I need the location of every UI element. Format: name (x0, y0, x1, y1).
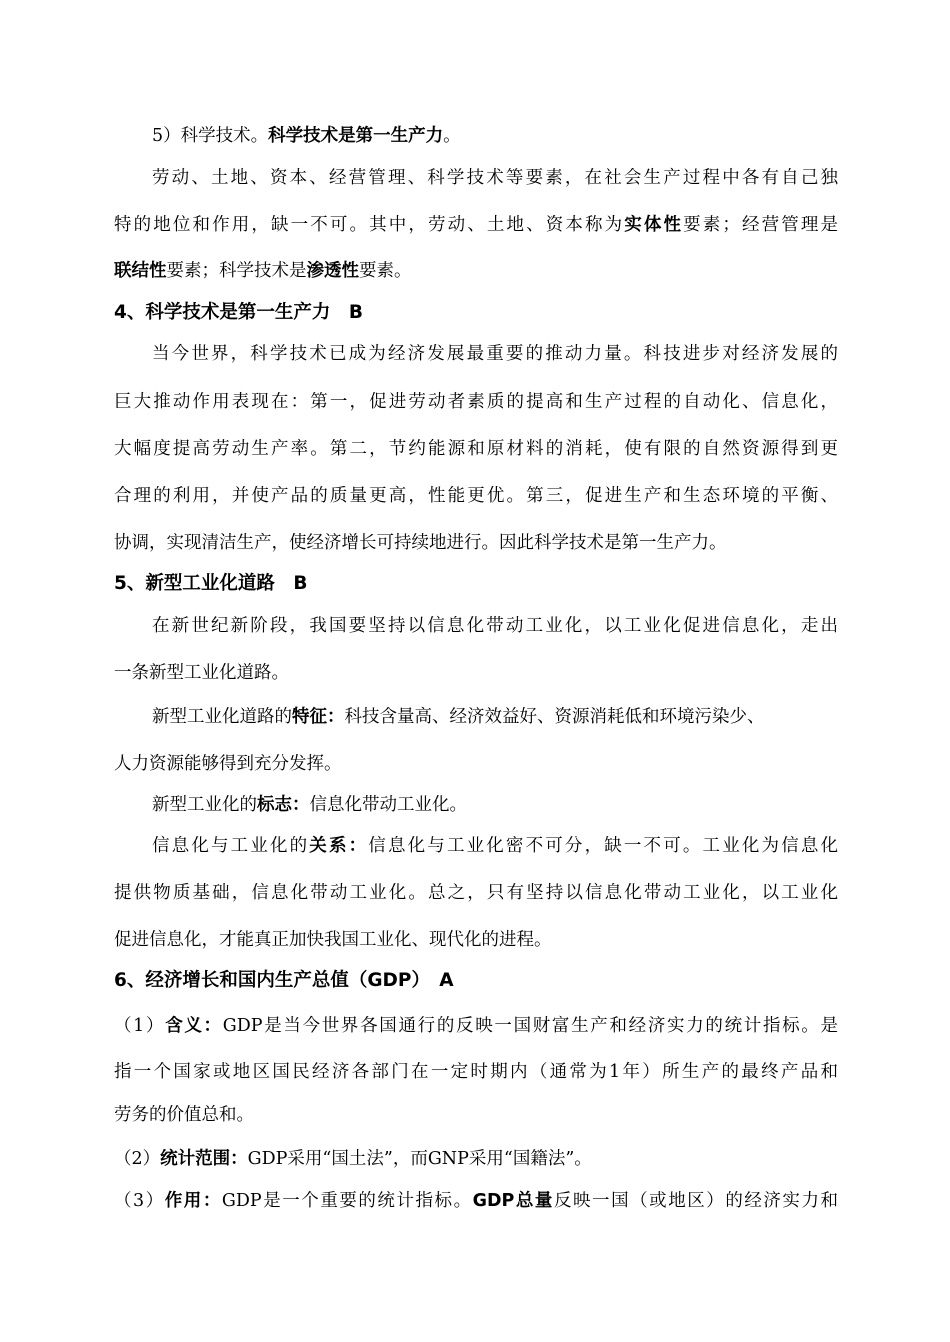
paragraph-line: 大幅度提高劳动生产率。第二，节约能源和原材料的消耗，使有限的自然资源得到更 (114, 439, 838, 459)
bold-term: GDP总量 (472, 1191, 554, 1211)
bold-term: 实体性 (624, 215, 684, 235)
paragraph-line: 巨大推动作用表现在：第一，促进劳动者素质的提高和生产过程的自动化、信息化， (114, 392, 838, 412)
text: 反映一国（或地区）的经济实力和 (553, 1191, 839, 1211)
bold-term: 科学技术是第一生产力 (268, 126, 444, 146)
paragraph-line: 一条新型工业化道路。 (114, 663, 289, 683)
bold-term: 含义： (165, 1016, 223, 1036)
section-heading: 5、新型工业化道路 B (114, 573, 308, 594)
text: 信息化与工业化的 (152, 836, 310, 856)
paragraph-line: 当今世界，科学技术已成为经济发展最重要的推动力量。科技进步对经济发展的 (152, 344, 838, 364)
bold-term: 关系： (309, 836, 369, 856)
paragraph-line: 劳动、土地、资本、经营管理、科学技术等要素，在社会生产过程中各有自己独 (152, 168, 838, 188)
text: 信息化与工业化密不可分，缺一不可。工业化为信息化 (368, 836, 839, 856)
text: GDP是当今世界各国通行的反映一国财富生产和经济实力的统计指标。是 (222, 1016, 838, 1036)
paragraph-line: 提供物质基础，信息化带动工业化。总之，只有坚持以信息化带动工业化，以工业化 (114, 883, 838, 903)
text: 。 (443, 126, 461, 146)
text: （3） (114, 1191, 165, 1211)
text: GDP采用“国土法”，而GNP采用“国籍法”。 (247, 1149, 592, 1169)
paragraph-line (152, 124, 838, 148)
text: 新型工业化的 (152, 795, 257, 815)
bold-term: 渗透性 (306, 261, 359, 281)
text: 特的地位和作用，缺一不可。其中，劳动、土地、资本称为 (114, 215, 625, 235)
paragraph-line (152, 793, 838, 817)
paragraph-line: 劳务的价值总和。 (114, 1105, 254, 1125)
text: 科技含量高、经济效益好、资源消耗低和环境污染少、 (344, 707, 765, 727)
paragraph-line: 人力资源能够得到充分发挥。 (114, 754, 342, 774)
text: 新型工业化道路的 (152, 707, 292, 727)
paragraph-line (114, 1014, 838, 1038)
bold-term: 标志： (257, 795, 310, 815)
paragraph-line (114, 1189, 838, 1213)
text: 信息化带动工业化。 (309, 795, 467, 815)
text: （2） (114, 1149, 161, 1169)
paragraph-line (152, 834, 838, 858)
bold-term: 作用： (164, 1191, 222, 1211)
text: 要素。 (359, 261, 412, 281)
text: 要素；经营管理是 (683, 215, 838, 235)
text: 5）科学技术。 (152, 126, 269, 146)
bold-term: 特征： (292, 707, 345, 727)
section-heading: 6、经济增长和国内生产总值（GDP） A (114, 970, 454, 991)
paragraph-line (114, 259, 838, 283)
paragraph-line: 指一个国家或地区国民经济各部门在一定时期内（通常为1年）所生产的最终产品和 (114, 1062, 838, 1082)
text: GDP是一个重要的统计指标。 (221, 1191, 473, 1211)
paragraph-line (152, 705, 838, 729)
paragraph-line: 合理的利用，并使产品的质量更高，性能更优。第三，促进生产和生态环境的平衡、 (114, 486, 838, 506)
section-heading: 4、科学技术是第一生产力 B (114, 302, 363, 323)
paragraph-line: 在新世纪新阶段，我国要坚持以信息化带动工业化，以工业化促进信息化，走出 (152, 616, 838, 636)
paragraph-line: 促进信息化，才能真正加快我国工业化、现代化的进程。 (114, 930, 552, 950)
text: 要素；科学技术是 (166, 261, 307, 281)
text: （1） (114, 1016, 166, 1036)
paragraph-line: 协调，实现清洁生产，使经济增长可持续地进行。因此科学技术是第一生产力。 (114, 533, 727, 553)
paragraph-line (114, 1147, 838, 1171)
paragraph-line (114, 213, 838, 237)
bold-term: 联结性 (114, 261, 167, 281)
bold-term: 统计范围： (160, 1149, 248, 1169)
